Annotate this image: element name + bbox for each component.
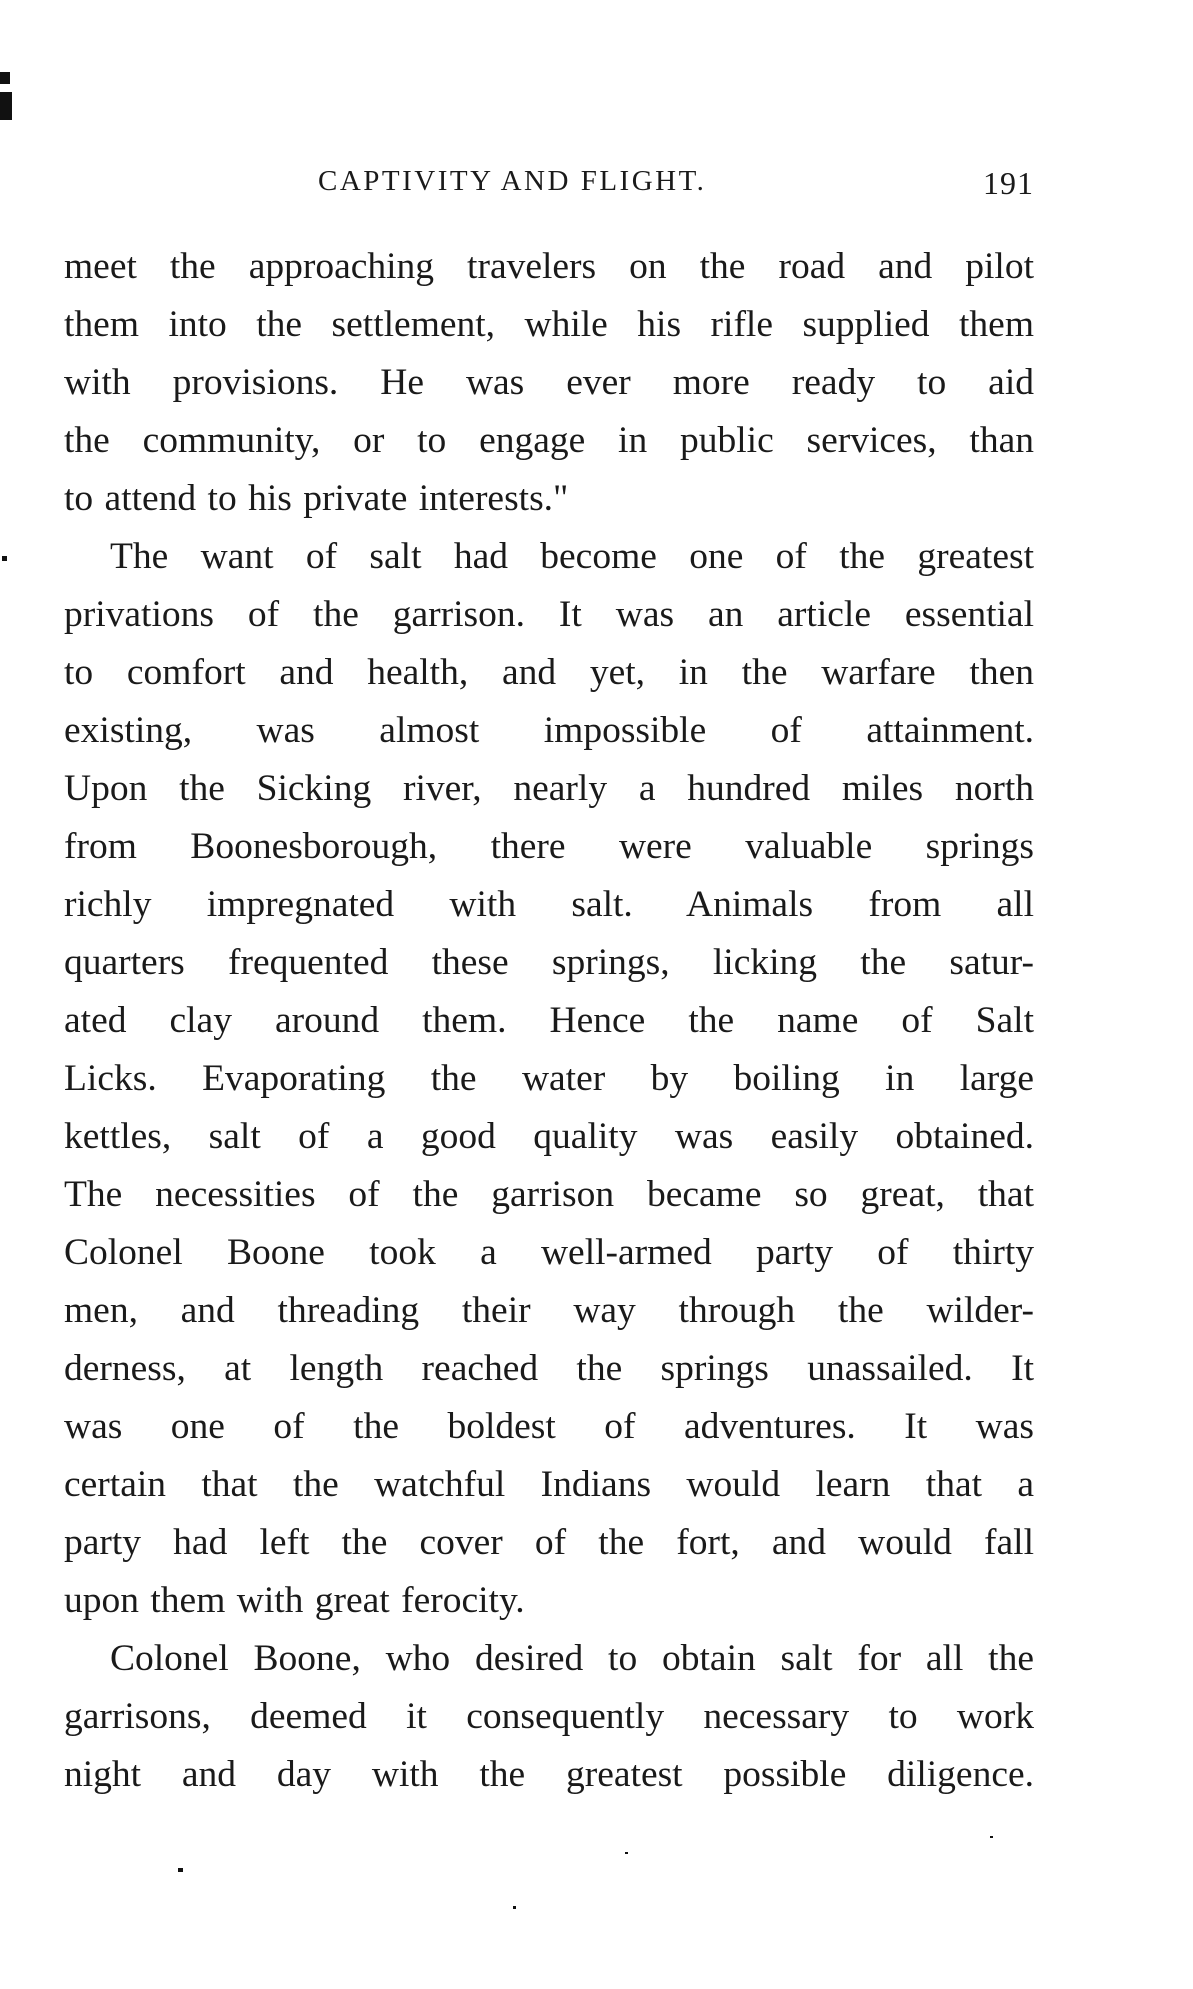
scan-mark-top-2: [0, 92, 12, 120]
text-line: party had left the cover of the fort, and would fall: [64, 1522, 1034, 1563]
text-line: existing, was almost impossible of attainment.: [64, 710, 1034, 751]
text-line: meet the approaching travelers on the road and pilot: [64, 246, 1034, 287]
text-line: Upon the Sicking river, nearly a hundred miles north: [64, 768, 1034, 809]
text-line: richly impregnated with salt. Animals from all: [64, 884, 1034, 925]
text-line: was one of the boldest of adventures. It was: [64, 1406, 1034, 1447]
text-line: from Boonesborough, there were valuable springs: [64, 826, 1034, 867]
body-text: [64, 238, 1034, 1804]
scan-mark-mid: [2, 556, 7, 561]
scan-speck: [178, 1868, 183, 1872]
text-line: The want of salt had become one of the greatest: [110, 536, 1034, 577]
running-head: CAPTIVITY AND FLIGHT.: [318, 165, 707, 197]
text-line: certain that the watchful Indians would learn that a: [64, 1464, 1034, 1505]
text-line: men, and threading their way through the wilder-: [64, 1290, 1034, 1331]
text-line: Colonel Boone took a well-armed party of thirty: [64, 1232, 1034, 1273]
page-header: [64, 165, 1034, 205]
page-number: 191: [983, 165, 1034, 201]
scan-speck: [990, 1836, 993, 1838]
text-line: The necessities of the garrison became so great, that: [64, 1174, 1034, 1215]
text-line: to comfort and health, and yet, in the warfare then: [64, 652, 1034, 693]
text-line: privations of the garrison. It was an article essential: [64, 594, 1034, 635]
paragraph-3: [64, 1630, 1034, 1804]
text-line: quarters frequented these springs, licking the satur-: [64, 942, 1034, 983]
scan-mark-top: [0, 72, 10, 84]
paragraph-1: [64, 238, 1034, 528]
text-line: the community, or to engage in public services, than: [64, 420, 1034, 461]
text-line: ated clay around them. Hence the name of Salt: [64, 1000, 1034, 1041]
text-line: Licks. Evaporating the water by boiling in large: [64, 1058, 1034, 1099]
text-line: kettles, salt of a good quality was easily obtained.: [64, 1116, 1034, 1157]
text-line: Colonel Boone, who desired to obtain salt for all the: [110, 1638, 1034, 1679]
scan-speck: [625, 1852, 628, 1854]
text-line: garrisons, deemed it consequently necessary to work: [64, 1696, 1034, 1737]
text-line: derness, at length reached the springs unassailed. It: [64, 1348, 1034, 1389]
scan-speck: [513, 1906, 516, 1909]
text-line: upon them with great ferocity.: [64, 1580, 525, 1621]
text-line: to attend to his private interests.": [64, 478, 569, 519]
text-line: night and day with the greatest possible diligence.: [64, 1754, 1034, 1795]
text-line: them into the settlement, while his rifle supplied them: [64, 304, 1034, 345]
text-line: with provisions. He was ever more ready to aid: [64, 362, 1034, 403]
paragraph-2: [64, 528, 1034, 1630]
